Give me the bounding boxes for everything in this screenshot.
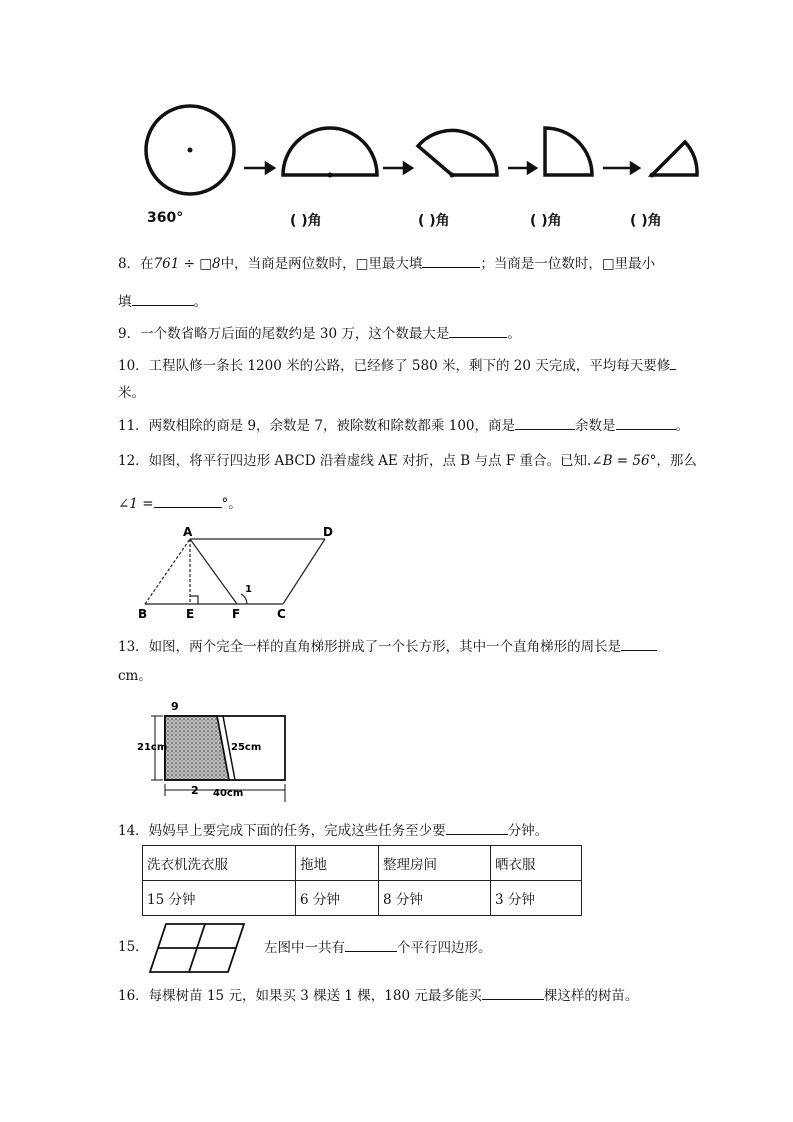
question-13-line-2: cm。 xyxy=(118,668,152,684)
label-a: A xyxy=(183,525,193,539)
table-cell: 3 分钟 xyxy=(491,881,582,916)
label-d: D xyxy=(323,525,333,539)
sector-90 xyxy=(545,128,592,175)
question-15-number: 15． xyxy=(118,939,149,955)
table-cell: 15 分钟 xyxy=(143,881,296,916)
question-11: 11．两数相除的商是 9，余数是 7，被除数和除数都乘 100，商是 余数是 。 xyxy=(118,415,689,436)
label-bottom-40cm: 40cm xyxy=(213,788,244,799)
table-header-row xyxy=(143,846,582,881)
answer-blank[interactable] xyxy=(345,937,397,952)
sector-45 xyxy=(652,142,697,175)
label-b: B xyxy=(138,607,148,621)
angle-label-sector-135: ( )角 xyxy=(418,213,450,229)
label-c: C xyxy=(277,607,286,621)
answer-blank[interactable] xyxy=(132,291,194,306)
angle-sequence-figure xyxy=(140,100,710,205)
parallelogram-figure xyxy=(135,524,340,624)
question-8: 8．在761 ÷ □8中，当商是两位数时，□里最大填 ；当商是一位数时，□里最小 xyxy=(118,253,655,274)
answer-blank[interactable] xyxy=(154,493,222,508)
question-12: 12．如图，将平行四边形 ABCD 沿着虚线 AE 对折，点 B 与点 F 重合。已知.∠B = 56°，那么 xyxy=(118,453,697,469)
parallelogram-grid-figure xyxy=(148,920,248,976)
question-13: 13．如图，两个完全一样的直角梯形拼成了一个长方形，其中一个直角梯形的周长是 xyxy=(118,636,657,657)
question-16: 16．每棵树苗 15 元，如果买 3 棵送 1 棵，180 元最多能买 棵这样的树苗。 xyxy=(118,985,638,1006)
table-header-cell: 整理房间 xyxy=(379,846,491,881)
answer-blank[interactable] xyxy=(422,253,480,268)
answer-blank[interactable] xyxy=(621,636,657,651)
answer-blank[interactable] xyxy=(482,985,544,1000)
label-top-9: 9 xyxy=(171,700,179,713)
question-10-line-2: 米。 xyxy=(118,385,145,401)
angle-label-sector-90: ( )角 xyxy=(530,213,562,229)
table-header-cell: 洗衣机洗衣服 xyxy=(143,846,296,881)
circle-label: 360° xyxy=(147,210,184,226)
table-row xyxy=(143,881,582,916)
angle-label-sector-45: ( )角 xyxy=(630,213,662,229)
table-cell: 6 分钟 xyxy=(296,881,379,916)
answer-blank[interactable] xyxy=(670,355,676,370)
table-header-cell: 晒衣服 xyxy=(491,846,582,881)
answer-blank[interactable] xyxy=(449,323,507,338)
sector-135 xyxy=(418,130,497,175)
label-f: F xyxy=(232,607,241,621)
question-9: 9．一个数省略万后面的尾数约是 30 万，这个数最大是 。 xyxy=(118,323,521,344)
label-angle-1: 1 xyxy=(245,584,252,595)
question-8-line-2: 填 。 xyxy=(118,291,207,312)
trapezoid-rectangle-figure xyxy=(135,698,295,808)
angle-label-semicircle: ( )角 xyxy=(290,213,322,229)
label-e: E xyxy=(186,607,195,621)
question-15: 左图中一共有 个平行四边形。 xyxy=(264,937,492,958)
task-table xyxy=(142,845,582,916)
answer-blank[interactable] xyxy=(446,820,508,835)
question-10: 10．工程队修一条长 1200 米的公路，已经修了 580 米，剩下的 20 天完成，平均每天要修 xyxy=(118,355,676,376)
table-cell: 8 分钟 xyxy=(379,881,491,916)
label-slant-25cm: 25cm xyxy=(231,742,262,753)
question-12-line-2: ∠1 = °。 xyxy=(118,493,242,514)
question-14: 14．妈妈早上要完成下面的任务，完成这些任务至少要 分钟。 xyxy=(118,820,548,841)
answer-blank[interactable] xyxy=(616,415,676,430)
semicircle xyxy=(283,128,377,175)
label-left-21cm: 21cm xyxy=(137,742,168,753)
table-header-cell: 拖地 xyxy=(296,846,379,881)
answer-blank[interactable] xyxy=(515,415,575,430)
label-bottom-2: 2 xyxy=(191,784,199,797)
